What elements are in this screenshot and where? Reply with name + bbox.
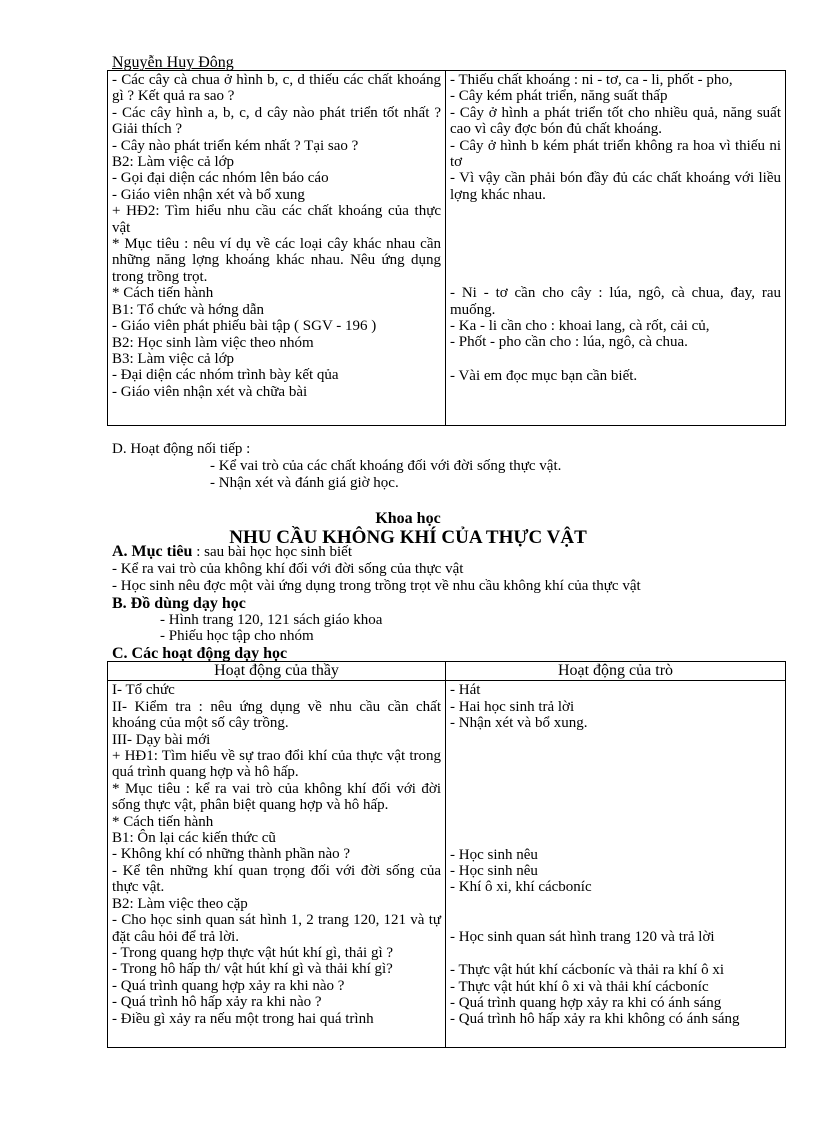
text-line: - Cây kém phát triển, năng suất thấp <box>450 88 668 105</box>
objective-item: - Kể ra vai trò của không khí đối với đời sống của thực vật <box>112 561 464 577</box>
teacher-column-header: Hoạt động của thầy <box>108 662 446 681</box>
subject-heading: Khoa học <box>375 510 441 527</box>
section-c-heading: C. Các hoạt động dạy học <box>112 645 288 662</box>
text-line: - Vì vậy cần phải bón đầy đủ các chất khoáng với liều lợng khác nhau. <box>450 170 781 203</box>
teacher-column <box>108 681 446 1048</box>
text-line: B1: Tổ chức và hớng dẫn <box>112 301 265 318</box>
text-line: II- Kiểm tra : nêu ứng dụng về nhu cầu cần chất khoáng của một số cây trồng. <box>112 698 441 732</box>
text-line: * Mục tiêu : kể ra vai trò của không khí đối với đời sống thực vật, phân biệt quang hợp và hô hấp. <box>112 780 441 814</box>
spacer <box>450 351 781 368</box>
spacer <box>450 945 781 962</box>
text-line: - Học sinh nêu <box>450 846 538 863</box>
text-line: - Khí ô xi, khí cácboníc <box>450 879 592 896</box>
text-line: - Thực vật hút khí cácboníc và thải ra khí ô xi <box>450 962 725 979</box>
text-line: - Kể tên những khí quan trọng đối với đời sống của thực vật. <box>112 862 441 896</box>
text-line: - Ni - tơ cần cho cây : lúa, ngô, cà chua, đay, rau muống. <box>450 285 781 318</box>
text-line: - Ka - li cần cho : khoai lang, cà rốt, cải củ, <box>450 318 710 335</box>
text-line: - Cây nào phát triển kém nhất ? Tại sao ? <box>112 137 359 154</box>
text-line: - Hát <box>450 682 481 699</box>
text-line: - Cho học sinh quan sát hình 1, 2 trang 120, 121 và tự đặt câu hỏi để trả lời. <box>112 912 441 945</box>
text-line: B1: Ôn lại các kiến thức cũ <box>112 830 276 847</box>
text-line: - Quá trình quang hợp xảy ra khi có ánh sáng <box>450 995 722 1012</box>
text-line: * Mục tiêu : nêu ví dụ về các loại cây khác nhau cần những năng lợng khoáng khác nhau. Nêu ứng dụng trong trồng trọt. <box>112 236 441 285</box>
text-line: - Gọi đại diện các nhóm lên báo cáo <box>112 170 329 187</box>
spacer <box>450 732 781 847</box>
text-line: - Phốt - pho cần cho : lúa, ngô, cà chua. <box>450 334 688 351</box>
text-line: - Cây ở hình b kém phát triển không ra hoa vì thiếu ni tơ <box>450 137 781 171</box>
text-line: III- Dạy bài mới <box>112 731 211 748</box>
material-item: - Phiếu học tập cho nhóm <box>160 628 314 644</box>
text-line: - Quá trình hô hấp xảy ra khi không có ánh sáng <box>450 1011 740 1028</box>
activity-table-2 <box>107 661 786 1048</box>
text-line: - Quá trình hô hấp xảy ra khi nào ? <box>112 994 322 1011</box>
text-line: - Giáo viên nhận xét và chữa bài <box>112 383 308 400</box>
text-line: - Điều gì xảy ra nếu một trong hai quá trình <box>112 1010 374 1027</box>
student-column <box>446 71 786 426</box>
objective-item: - Học sinh nêu đợc một vài ứng dụng trong trồng trọt về nhu cầu không khí của thực vật <box>112 578 641 594</box>
section-a-heading <box>112 543 352 561</box>
next-activity-item: - Kể vai trò của các chất khoáng đối với đời sống thực vật. <box>210 458 562 474</box>
text-line: - Học sinh nêu <box>450 863 538 880</box>
text-line: + HĐ1: Tìm hiểu về sự trao đổi khí của thực vật trong quá trình quang hợp và hô hấp. <box>112 748 441 781</box>
text-line: * Cách tiến hành <box>112 813 214 830</box>
text-line: - Thực vật hút khí ô xi và thải khí cácboníc <box>450 978 709 995</box>
lesson-title: NHU CẦU KHÔNG KHÍ CỦA THỰC VẬT <box>229 527 587 548</box>
section-a-label: A. Mục tiêu <box>112 543 193 560</box>
text-line: - Giáo viên phát phiếu bài tập ( SGV - 196 ) <box>112 318 377 335</box>
text-line: - Hai học sinh trả lời <box>450 698 575 715</box>
text-line: - Không khí có những thành phần nào ? <box>112 846 351 863</box>
text-line: - Vài em đọc mục bạn cần biết. <box>450 367 638 384</box>
next-activity-heading: D. Hoạt động nối tiếp : <box>112 441 251 457</box>
student-column-header: Hoạt động của trò <box>446 662 786 681</box>
text-line: - Đại diện các nhóm trình bày kết qủa <box>112 367 339 384</box>
text-line: - Học sinh quan sát hình trang 120 và trả lời <box>450 928 715 945</box>
text-line: B3: Làm việc cả lớp <box>112 350 235 367</box>
student-column <box>446 681 786 1048</box>
section-a-note: : sau bài học học sinh biết <box>192 544 352 560</box>
text-line: - Quá trình quang hợp xảy ra khi nào ? <box>112 977 345 994</box>
text-line: B2: Học sinh làm việc theo nhóm <box>112 334 314 351</box>
text-line: B2: Làm việc theo cặp <box>112 895 248 912</box>
text-line: B2: Làm việc cả lớp <box>112 154 235 171</box>
text-line: - Các cây hình a, b, c, d cây nào phát triển tốt nhất ? Giải thích ? <box>112 104 441 138</box>
text-line: - Các cây cà chua ở hình b, c, d thiếu các chất khoáng gì ? Kết quả ra sao ? <box>112 72 441 105</box>
text-line: I- Tổ chức <box>112 682 175 699</box>
spacer <box>450 203 781 285</box>
teacher-column <box>108 71 446 426</box>
text-line: - Nhận xét và bổ xung. <box>450 715 588 732</box>
text-line: * Cách tiến hành <box>112 285 214 302</box>
activity-table-1 <box>107 70 786 426</box>
section-b-heading: B. Đồ dùng dạy học <box>112 595 246 612</box>
author-name: Nguyễn Huy Đông <box>112 54 234 71</box>
spacer <box>450 896 781 929</box>
material-item: - Hình trang 120, 121 sách giáo khoa <box>160 612 383 628</box>
next-activity-item: - Nhận xét và đánh giá giờ học. <box>210 475 399 491</box>
text-line: - Cây ở hình a phát triển tốt cho nhiều quả, năng suất cao vì cây đợc bón đủ chất khoáng. <box>450 104 781 138</box>
text-line: - Giáo viên nhận xét và bổ xung <box>112 186 305 203</box>
text-line: - Trong hô hấp th/ vật hút khí gì và thải khí gì? <box>112 961 393 978</box>
text-line: - Thiếu chất khoáng : ni - tơ, ca - li, phốt - pho, <box>450 72 733 88</box>
text-line: - Trong quang hợp thực vật hút khí gì, thải gì ? <box>112 944 394 961</box>
text-line: + HĐ2: Tìm hiểu nhu cầu các chất khoáng của thực vật <box>112 203 441 236</box>
